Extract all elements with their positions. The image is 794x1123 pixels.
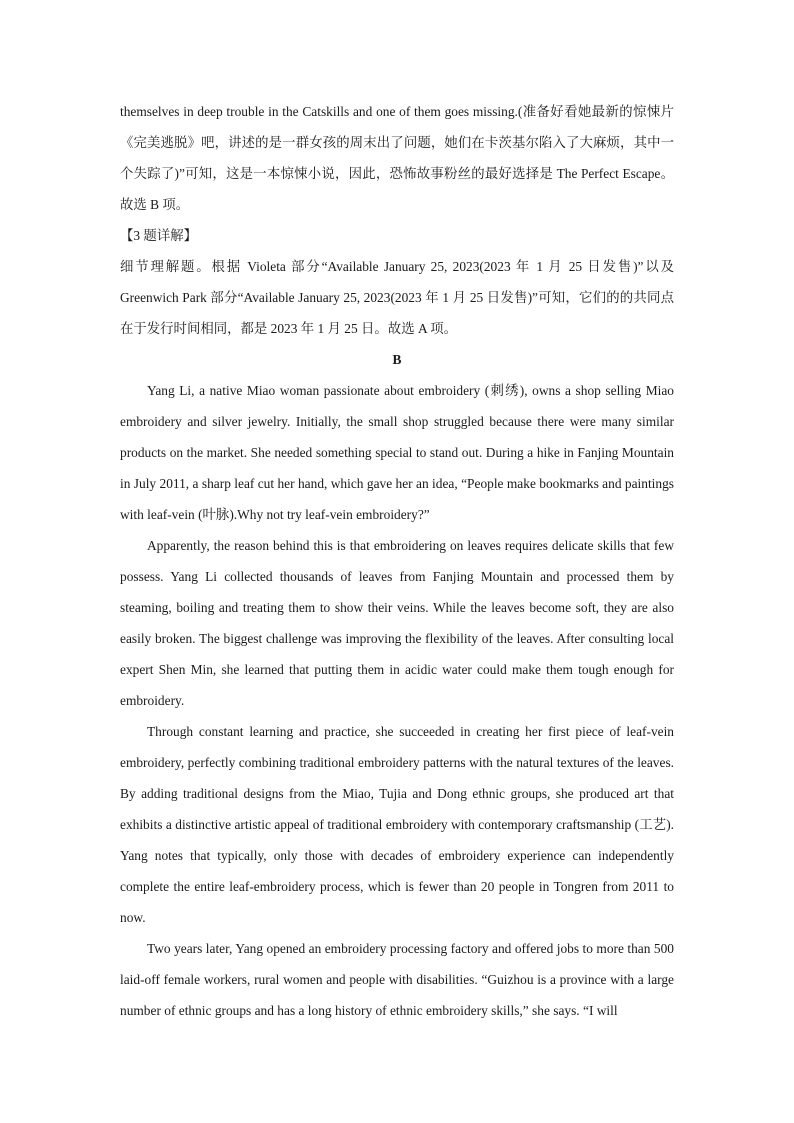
section-label: B: [392, 352, 402, 367]
question-3-heading: 【3 题详解】: [120, 228, 197, 243]
passage-paragraph: Apparently, the reason behind this is that embroidering on leaves requires delicate skills that few possess. Yang Li collected thousands of leaves from Fanjing Mountain and processed them by steaming, boiling and treating them to show their veins. While the leaves become soft, they are also easily broken. The biggest challenge was improving the flexibility of the leaves. After consulting local expert Shen Min, she learned that putting them in acidic water could make them tough enough for embroidery.: [120, 538, 674, 708]
answer-continuation: themselves in deep trouble in the Catskills and one of them goes missing.(准备好看她最新的惊悚片《完美逃脱》吧，讲述的是一群女孩的周末出了问题，她们在卡茨基尔陷入了大麻烦，其中一个失踪了)”可知，这是一本惊悚小说，因此，恐怖故事粉丝的最好选择是 The Perfect Escape。故选 B 项。: [120, 104, 674, 212]
passage-paragraph: Two years later, Yang opened an embroidery processing factory and offered jobs to more than 500 laid-off female workers, rural women and people with disabilities. “Guizhou is a province with a large number of ethnic groups and has a long history of ethnic embroidery skills,” she says. “I will: [120, 941, 674, 1018]
passage-paragraph: Through constant learning and practice, she succeeded in creating her first piece of leaf-vein embroidery, perfectly combining traditional embroidery patterns with the natural textures of the leaves. By adding traditional designs from the Miao, Tujia and Dong ethnic groups, she produced art that exhibits a distinctive artistic appeal of traditional embroidery with contemporary craftsmanship (工艺). Yang notes that typically, only those with decades of embroidery experience can independently complete the entire leaf-embroidery process, which is fewer than 20 people in Tongren from 2011 to now.: [120, 724, 674, 925]
question-3-explanation: 细节理解题。根据 Violeta 部分“Available January 25, 2023(2023 年 1 月 25 日发售)”以及 Greenwich Park 部分“Available January 25, 2023(2023 年 1 月 25 日发售)”可知，它们的的共同点在于发行时间相同，都是 2023 年 1 月 25 日。故选 A 项。: [120, 259, 674, 336]
passage-paragraph: Yang Li, a native Miao woman passionate about embroidery (刺绣), owns a shop selling Miao embroidery and silver jewelry. Initially, the small shop struggled because there were many similar products on the market. She needed something special to stand out. During a hike in Fanjing Mountain in July 2011, a sharp leaf cut her hand, which gave her an idea, “People make bookmarks and paintings with leaf-vein (叶脉).Why not try leaf-vein embroidery?”: [120, 383, 674, 522]
document-body: [120, 96, 674, 1026]
